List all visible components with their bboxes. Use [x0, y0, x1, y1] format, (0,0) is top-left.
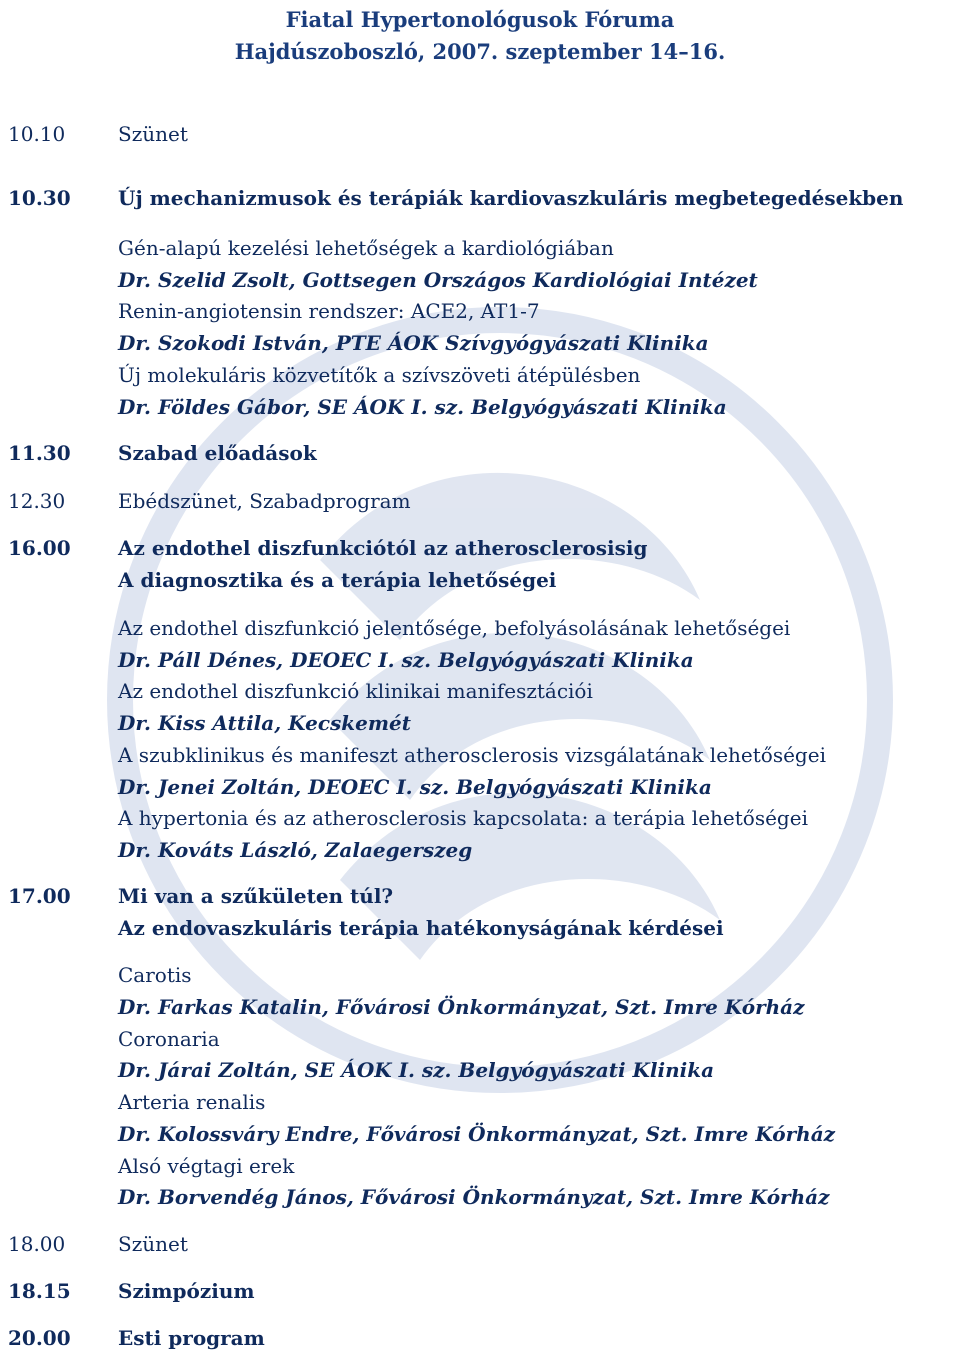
- talk-topic: Carotis: [118, 963, 192, 987]
- forum-venue-date: Hajdúszoboszló, 2007. szeptember 14–16.: [234, 39, 726, 64]
- time: 16.00: [8, 536, 71, 560]
- session-title: Az endothel diszfunkciótól az atherosclerosisig: [118, 536, 648, 560]
- talk-topic: Renin-angiotensin rendszer: ACE2, AT1-7: [118, 299, 540, 323]
- talk-topic: Arteria renalis: [118, 1090, 266, 1114]
- session-title: Ebédszünet, Szabadprogram: [118, 489, 411, 513]
- time: 17.00: [8, 884, 71, 908]
- talk-topic: Alsó végtagi erek: [118, 1154, 295, 1178]
- session-subtitle: A diagnosztika és a terápia lehetőségei: [118, 568, 557, 592]
- talk-topic: Coronaria: [118, 1027, 220, 1051]
- session-title: Szünet: [118, 122, 188, 146]
- talk-speaker: Dr. Földes Gábor, SE ÁOK I. sz. Belgyógyászati Klinika: [118, 395, 727, 419]
- talk-topic: Gén-alapú kezelési lehetőségek a kardiológiában: [118, 236, 614, 260]
- session-subtitle: Az endovaszkuláris terápia hatékonyságának kérdései: [118, 916, 724, 940]
- time: 11.30: [8, 441, 71, 465]
- time: 18.15: [8, 1279, 71, 1303]
- time: 12.30: [8, 489, 66, 513]
- talk-topic: A szubklinikus és manifeszt atherosclerosis vizsgálatának lehetőségei: [118, 743, 826, 767]
- time: 20.00: [8, 1326, 71, 1350]
- talk-speaker: Dr. Farkas Katalin, Fővárosi Önkormányzat, Szt. Imre Kórház: [118, 995, 805, 1019]
- talk-speaker: Dr. Páll Dénes, DEOEC I. sz. Belgyógyászati Klinika: [118, 648, 694, 672]
- forum-title: Fiatal Hypertonológusok Fóruma: [285, 7, 675, 32]
- session-title: Mi van a szűkületen túl?: [118, 884, 394, 908]
- talk-speaker: Dr. Szokodi István, PTE ÁOK Szívgyógyászati Klinika: [118, 331, 709, 355]
- session-title: Szünet: [118, 1232, 188, 1256]
- talk-speaker: Dr. Jenei Zoltán, DEOEC I. sz. Belgyógyászati Klinika: [118, 775, 712, 799]
- talk-topic: Az endothel diszfunkció klinikai manifesztációi: [118, 679, 593, 703]
- talk-topic: A hypertonia és az atherosclerosis kapcsolata: a terápia lehetőségei: [118, 806, 808, 830]
- session-title: Esti program: [118, 1326, 265, 1350]
- time: 10.30: [8, 186, 71, 210]
- time: 10.10: [8, 122, 66, 146]
- session-title: Szabad előadások: [118, 441, 317, 465]
- session-title: Új mechanizmusok és terápiák kardiovaszkuláris megbetegedésekben: [118, 186, 904, 210]
- talk-speaker: Dr. Szelid Zsolt, Gottsegen Országos Kardiológiai Intézet: [118, 268, 758, 292]
- talk-speaker: Dr. Járai Zoltán, SE ÁOK I. sz. Belgyógyászati Klinika: [118, 1058, 715, 1082]
- talk-speaker: Dr. Kolossváry Endre, Fővárosi Önkormányzat, Szt. Imre Kórház: [118, 1122, 836, 1146]
- time: 18.00: [8, 1232, 66, 1256]
- talk-topic: Az endothel diszfunkció jelentősége, befolyásolásának lehetőségei: [118, 616, 791, 640]
- talk-speaker: Dr. Kováts László, Zalaegerszeg: [118, 838, 473, 862]
- session-title: Szimpózium: [118, 1279, 255, 1303]
- page-header: [0, 0, 960, 68]
- talk-speaker: Dr. Borvendég János, Fővárosi Önkormányzat, Szt. Imre Kórház: [118, 1185, 830, 1209]
- talk-speaker: Dr. Kiss Attila, Kecskemét: [118, 711, 411, 735]
- talk-topic: Új molekuláris közvetítők a szívszöveti átépülésben: [118, 363, 641, 387]
